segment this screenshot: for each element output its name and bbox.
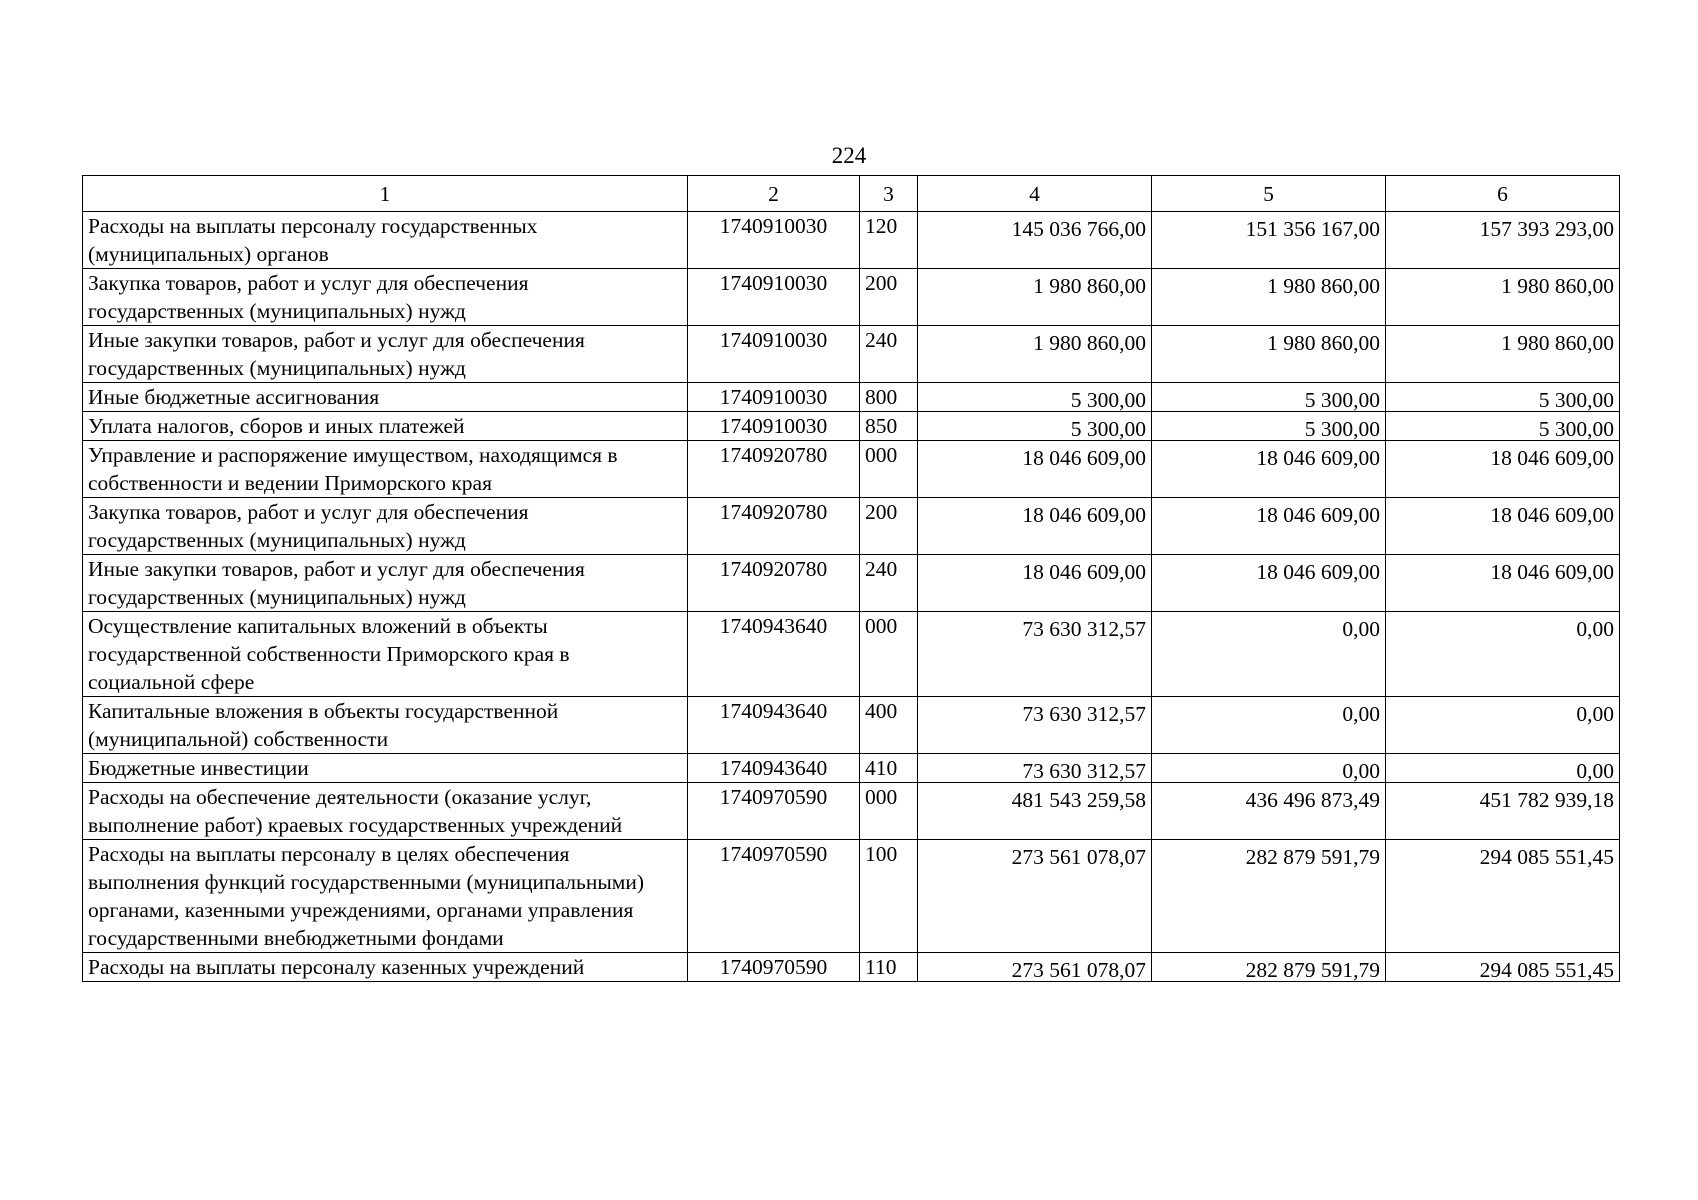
row-code-cell: 1740920780: [688, 498, 860, 555]
row-amount-col6: [1386, 555, 1620, 612]
row-name-cell: Управление и распоряжение имуществом, находящимся в собственности и ведении Приморского края: [83, 441, 688, 498]
row-name-cell: Закупка товаров, работ и услуг для обеспечения государственных (муниципальных) нужд: [83, 269, 688, 326]
amount-value: 294 085 551,45: [1479, 958, 1614, 982]
row-amount-col6: [1386, 441, 1620, 498]
row-amount-col4: [918, 326, 1152, 383]
amount-value: 282 879 591,79: [1245, 958, 1380, 982]
amount-value: 5 300,00: [1070, 388, 1146, 412]
row-code-cell: 1740970590: [688, 783, 860, 840]
table-row: [83, 383, 1620, 412]
row-amount-col4: [918, 412, 1152, 441]
row-amount-col5: [1152, 555, 1386, 612]
row-amount-col6: [1386, 326, 1620, 383]
row-amount-col5: [1152, 783, 1386, 840]
row-type-cell: 100: [860, 840, 918, 953]
header-col-1: 1: [83, 176, 688, 212]
row-type-cell: 200: [860, 498, 918, 555]
amount-value: 0,00: [1576, 759, 1614, 783]
row-type-cell: 200: [860, 269, 918, 326]
row-code-cell: 1740970590: [688, 840, 860, 953]
row-type-cell: 410: [860, 754, 918, 783]
row-type-cell: 800: [860, 383, 918, 412]
row-amount-col5: [1152, 840, 1386, 953]
amount-value: 1 980 860,00: [1033, 274, 1146, 298]
row-type-cell: 120: [860, 212, 918, 269]
table-row: [83, 555, 1620, 612]
row-amount-col4: [918, 953, 1152, 982]
table-body: [83, 212, 1620, 982]
table-row: [83, 612, 1620, 697]
row-amount-col4: [918, 212, 1152, 269]
row-amount-col5: [1152, 212, 1386, 269]
table-row: [83, 754, 1620, 783]
row-name-cell: Расходы на выплаты персоналу в целях обеспечения выполнения функций государственными (муниципальными) органами, казенными учреждениями, органами управления государственными внебюджетными фондами: [83, 840, 688, 953]
row-name-cell: Бюджетные инвестиции: [83, 754, 688, 783]
row-amount-col6: [1386, 953, 1620, 982]
row-name-cell: Иные закупки товаров, работ и услуг для обеспечения государственных (муниципальных) нужд: [83, 555, 688, 612]
row-code-cell: 1740943640: [688, 697, 860, 754]
row-code-cell: 1740910030: [688, 412, 860, 441]
amount-value: 273 561 078,07: [1011, 845, 1146, 869]
page-number: 224: [831, 143, 867, 168]
row-amount-col5: [1152, 612, 1386, 697]
budget-table: [82, 175, 1620, 982]
table-row: [83, 840, 1620, 953]
row-amount-col4: [918, 783, 1152, 840]
row-code-cell: 1740910030: [688, 212, 860, 269]
amount-value: 481 543 259,58: [1011, 788, 1146, 812]
row-amount-col5: [1152, 953, 1386, 982]
amount-value: 5 300,00: [1304, 388, 1380, 412]
amount-value: 73 630 312,57: [1022, 702, 1146, 726]
row-amount-col6: [1386, 697, 1620, 754]
amount-value: 294 085 551,45: [1479, 845, 1614, 869]
table-row: [83, 697, 1620, 754]
amount-value: 5 300,00: [1070, 417, 1146, 441]
table-header-row: [83, 176, 1620, 212]
row-amount-col4: [918, 269, 1152, 326]
row-name-cell: Капитальные вложения в объекты государственной (муниципальной) собственности: [83, 697, 688, 754]
amount-value: 5 300,00: [1538, 417, 1614, 441]
header-col-5: 5: [1152, 176, 1386, 212]
row-amount-col5: [1152, 498, 1386, 555]
amount-value: 1 980 860,00: [1267, 331, 1380, 355]
row-type-cell: 850: [860, 412, 918, 441]
row-code-cell: 1740943640: [688, 754, 860, 783]
header-col-6: 6: [1386, 176, 1620, 212]
row-name-cell: Иные закупки товаров, работ и услуг для обеспечения государственных (муниципальных) нужд: [83, 326, 688, 383]
amount-value: 5 300,00: [1538, 388, 1614, 412]
row-name-cell: Закупка товаров, работ и услуг для обеспечения государственных (муниципальных) нужд: [83, 498, 688, 555]
row-amount-col4: [918, 612, 1152, 697]
row-amount-col6: [1386, 383, 1620, 412]
amount-value: 145 036 766,00: [1011, 217, 1146, 241]
amount-value: 18 046 609,00: [1256, 560, 1380, 584]
row-name-cell: Расходы на обеспечение деятельности (оказание услуг, выполнение работ) краевых государственных учреждений: [83, 783, 688, 840]
amount-value: 18 046 609,00: [1256, 503, 1380, 527]
header-col-2: 2: [688, 176, 860, 212]
amount-value: 273 561 078,07: [1011, 958, 1146, 982]
row-name-cell: Расходы на выплаты персоналу государственных (муниципальных) органов: [83, 212, 688, 269]
row-code-cell: 1740920780: [688, 441, 860, 498]
table-row: [83, 953, 1620, 982]
row-type-cell: 240: [860, 326, 918, 383]
row-type-cell: 000: [860, 783, 918, 840]
row-name-cell: Иные бюджетные ассигнования: [83, 383, 688, 412]
amount-value: 436 496 873,49: [1245, 788, 1380, 812]
amount-value: 0,00: [1576, 702, 1614, 726]
header-col-3: 3: [860, 176, 918, 212]
table-row: [83, 326, 1620, 383]
row-amount-col5: [1152, 412, 1386, 441]
amount-value: 0,00: [1342, 702, 1380, 726]
row-amount-col6: [1386, 612, 1620, 697]
table-row: [83, 212, 1620, 269]
row-type-cell: 110: [860, 953, 918, 982]
row-amount-col6: [1386, 412, 1620, 441]
amount-value: 1 980 860,00: [1501, 331, 1614, 355]
table-row: [83, 498, 1620, 555]
row-code-cell: 1740910030: [688, 269, 860, 326]
row-code-cell: 1740970590: [688, 953, 860, 982]
row-amount-col4: [918, 498, 1152, 555]
amount-value: 18 046 609,00: [1490, 560, 1614, 584]
header-col-4: 4: [918, 176, 1152, 212]
row-amount-col5: [1152, 441, 1386, 498]
row-code-cell: 1740943640: [688, 612, 860, 697]
row-code-cell: 1740920780: [688, 555, 860, 612]
amount-value: 73 630 312,57: [1022, 617, 1146, 641]
amount-value: 0,00: [1342, 759, 1380, 783]
amount-value: 0,00: [1342, 617, 1380, 641]
amount-value: 0,00: [1576, 617, 1614, 641]
row-amount-col4: [918, 754, 1152, 783]
row-type-cell: 000: [860, 441, 918, 498]
row-amount-col4: [918, 555, 1152, 612]
amount-value: 18 046 609,00: [1022, 560, 1146, 584]
row-amount-col6: [1386, 269, 1620, 326]
row-amount-col5: [1152, 754, 1386, 783]
table-row: [83, 441, 1620, 498]
row-type-cell: 240: [860, 555, 918, 612]
row-code-cell: 1740910030: [688, 383, 860, 412]
amount-value: 18 046 609,00: [1022, 503, 1146, 527]
amount-value: 282 879 591,79: [1245, 845, 1380, 869]
row-code-cell: 1740910030: [688, 326, 860, 383]
amount-value: 18 046 609,00: [1022, 446, 1146, 470]
amount-value: 5 300,00: [1304, 417, 1380, 441]
row-name-cell: Расходы на выплаты персоналу казенных учреждений: [83, 953, 688, 982]
row-type-cell: 000: [860, 612, 918, 697]
table-row: [83, 412, 1620, 441]
amount-value: 151 356 167,00: [1245, 217, 1380, 241]
row-amount-col5: [1152, 697, 1386, 754]
amount-value: 73 630 312,57: [1022, 759, 1146, 783]
row-amount-col5: [1152, 383, 1386, 412]
amount-value: 18 046 609,00: [1256, 446, 1380, 470]
amount-value: 18 046 609,00: [1490, 503, 1614, 527]
row-name-cell: Осуществление капитальных вложений в объекты государственной собственности Приморского края в социальной сфере: [83, 612, 688, 697]
amount-value: 157 393 293,00: [1479, 217, 1614, 241]
row-amount-col4: [918, 840, 1152, 953]
amount-value: 1 980 860,00: [1267, 274, 1380, 298]
row-amount-col6: [1386, 754, 1620, 783]
table-row: [83, 269, 1620, 326]
amount-value: 1 980 860,00: [1033, 331, 1146, 355]
amount-value: 1 980 860,00: [1501, 274, 1614, 298]
row-amount-col5: [1152, 326, 1386, 383]
row-name-cell: Уплата налогов, сборов и иных платежей: [83, 412, 688, 441]
row-amount-col4: [918, 383, 1152, 412]
row-amount-col6: [1386, 783, 1620, 840]
row-type-cell: 400: [860, 697, 918, 754]
row-amount-col6: [1386, 212, 1620, 269]
amount-value: 18 046 609,00: [1490, 446, 1614, 470]
row-amount-col6: [1386, 498, 1620, 555]
amount-value: 451 782 939,18: [1479, 788, 1614, 812]
row-amount-col5: [1152, 269, 1386, 326]
table-row: [83, 783, 1620, 840]
row-amount-col4: [918, 697, 1152, 754]
row-amount-col4: [918, 441, 1152, 498]
row-amount-col6: [1386, 840, 1620, 953]
